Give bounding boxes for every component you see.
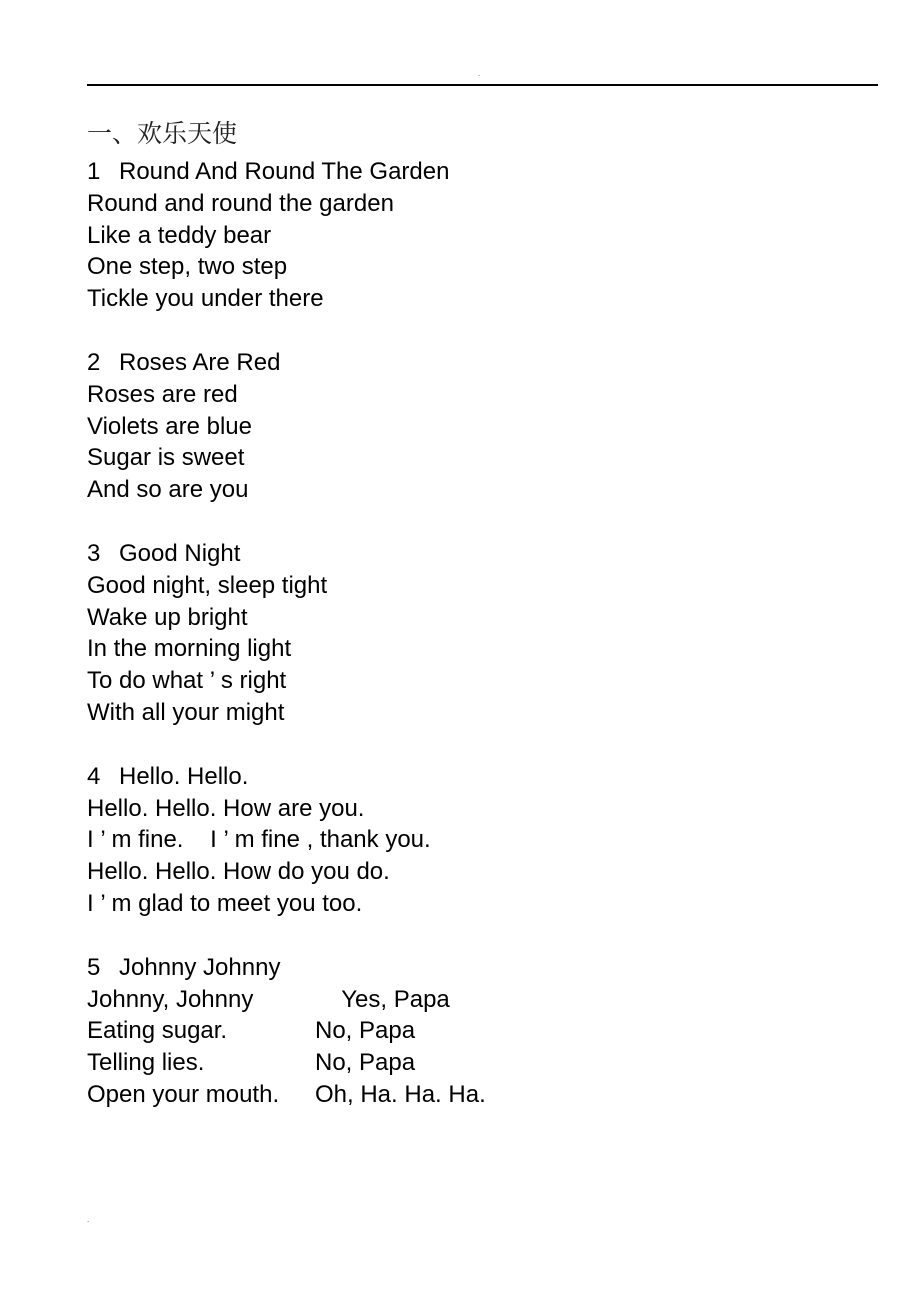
poem-line: Wake up bright	[87, 603, 248, 631]
dialogue-call: Telling lies.	[87, 1049, 205, 1077]
poem-title-text: Roses Are Red	[119, 348, 281, 376]
poem-3	[87, 538, 847, 729]
poem-4	[87, 761, 847, 920]
dialogue-call: Johnny, Johnny	[87, 985, 254, 1013]
poem-title-text: Good Night	[119, 539, 241, 567]
poem-line: To do what ’ s right	[87, 667, 287, 695]
poem-line: Hello. Hello. How do you do.	[87, 858, 390, 886]
dialogue-line	[87, 1079, 847, 1111]
poem-line: With all your might	[87, 698, 285, 726]
poem-line: I ’ m glad to meet you too.	[87, 889, 363, 917]
poem-line: Sugar is sweet	[87, 444, 245, 472]
dialogue-reply: Yes, Papa	[315, 985, 450, 1013]
poem-line: Tickle you under there	[87, 285, 324, 313]
dialogue-call: Eating sugar.	[87, 1017, 228, 1045]
dialogue-reply: No, Papa	[315, 1049, 416, 1077]
poem-title-text: Johnny Johnny	[119, 953, 281, 981]
poem-title-text: Round And Round The Garden	[119, 158, 450, 185]
section-title: 一、欢乐天使	[87, 119, 238, 148]
poem-line: Hello. Hello. How are you.	[87, 794, 365, 822]
header-mark: .	[478, 69, 481, 78]
poem-line: In the morning light	[87, 635, 292, 663]
poem-list	[87, 156, 847, 1143]
poem-line: Violets are blue	[87, 412, 252, 440]
poem-number: 5	[87, 953, 101, 981]
poem-1	[87, 156, 847, 315]
poem-number: 2	[87, 348, 101, 376]
dialogue-line	[87, 984, 847, 1016]
poem-title	[87, 156, 847, 188]
poem-line: Roses are red	[87, 380, 238, 408]
poem-title	[87, 761, 847, 793]
dialogue-line	[87, 1047, 847, 1079]
header-rule	[87, 84, 878, 86]
poem-line: I ’ m fine. I ’ m fine , thank you.	[87, 826, 431, 854]
poem-line: And so are you	[87, 476, 249, 504]
poem-number: 3	[87, 539, 101, 567]
poem-title	[87, 952, 847, 984]
poem-line: Good night, sleep tight	[87, 571, 328, 599]
dialogue-call: Open your mouth.	[87, 1080, 280, 1108]
poem-number: 4	[87, 762, 101, 790]
poem-2	[87, 347, 847, 506]
footer-mark: .	[87, 1215, 90, 1224]
poem-title-text: Hello. Hello.	[119, 762, 249, 790]
dialogue-reply: Oh, Ha. Ha. Ha.	[315, 1080, 486, 1108]
poem-line: Round and round the garden	[87, 189, 394, 217]
poem-title	[87, 347, 847, 379]
poem-line: One step, two step	[87, 253, 288, 281]
dialogue-reply: No, Papa	[315, 1017, 416, 1045]
poem-5	[87, 952, 847, 1111]
poem-title	[87, 538, 847, 570]
poem-line: Like a teddy bear	[87, 221, 272, 249]
dialogue-line	[87, 1015, 847, 1047]
poem-number: 1	[87, 158, 101, 185]
